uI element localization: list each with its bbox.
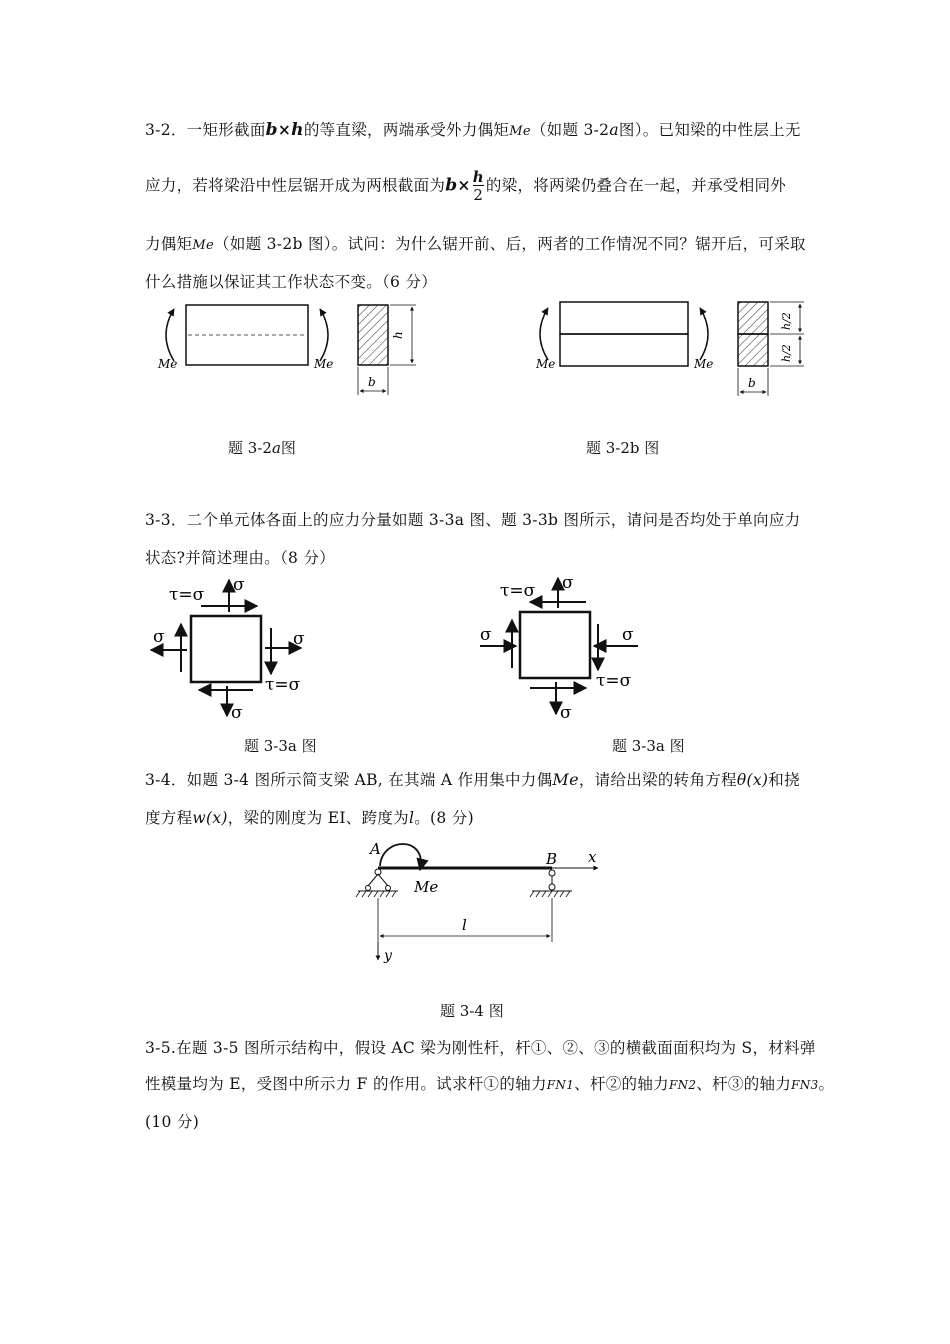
caption-3-3-left: 题 3-3a 图 [244,737,317,755]
label-tau-bottom: τ=σ [265,675,301,695]
caption-3-3-right: 题 3-3a 图 [612,737,685,755]
label-tau-top: τ=σ [169,585,205,605]
q34-line-1: 3-4．如题 3-4 图所示简支梁 AB, 在其端 A 作用集中力偶Me，请给出梁的转角方程θ(x)和挠 [145,770,800,789]
q33-line-2: 状态?并简述理由。（8 分） [145,549,336,567]
figure-3-2a [150,295,450,405]
label-me: Me [414,878,439,896]
label-b-point: B [546,850,558,868]
q33-line-1: 3-3．二个单元体各面上的应力分量如题 3-3a 图、题 3-3b 图所示，请问是否均处于单向应力 [145,511,801,529]
couple-me-arrow [380,844,421,870]
label-h: h [391,331,405,339]
label-sigma-right: σ [622,625,634,645]
caption-3-4: 题 3-4 图 [440,1002,504,1020]
moment-arrow-right [320,309,328,361]
q32-line-1: 3-2．一矩形截面b×h的等直梁，两端承受外力偶矩Me（如题 3-2a图）。已知梁的中性层上无 [145,120,801,140]
label-me-left: Me [158,357,178,371]
label-sigma-bottom: σ [231,703,243,723]
q35-line-3: (10 分) [145,1113,200,1131]
caption-3-2a: 题 3-2a图 [228,439,296,457]
moment-arrow-right [700,308,708,360]
label-tau-top: τ=σ [500,581,536,601]
figure-3-3b [476,570,666,722]
label-x: x [588,848,597,866]
cross-section-lower [738,334,768,366]
cross-section-hatched [358,305,388,365]
figure-3-2b [530,292,830,404]
element-square [191,616,261,682]
beam-upper [560,302,688,334]
q34-line-2: 度方程w(x)，梁的刚度为 EI、跨度为l。(8 分) [145,809,474,827]
label-me-right: Me [694,357,714,371]
label-me-right: Me [314,357,334,371]
label-h2-lower: h/2 [780,344,793,362]
q32-line-3: 力偶矩Me（如题 3-2b 图）。试问：为什么锯开前、后，两者的工作情况不同？锯开后，可采取 [145,235,806,253]
element-square [520,612,590,678]
moment-arrow-left [166,309,174,361]
label-a: A [370,840,381,858]
moment-arrow-left [540,308,548,360]
label-tau-bottom: τ=σ [596,671,632,691]
label-sigma-top: σ [562,573,574,593]
label-h2-upper: h/2 [780,312,793,330]
pin-support-a [356,869,398,897]
label-b: b [368,375,376,389]
roller-support-b [530,870,572,897]
q35-line-1: 3-5.在题 3-5 图所示结构中，假设 AC 梁为刚性杆，杆①、②、③的横截面面积均为 S，材料弹 [145,1039,816,1057]
beam-lower [560,334,688,366]
label-b: b [748,376,756,390]
q32-line-4: 什么措施以保证其工作状态不变。（6 分） [145,273,438,291]
figure-3-4 [350,836,610,966]
cross-section-upper [738,302,768,334]
fraction-h-over-2: $\frac{h}{2}$ [472,168,484,204]
figure-3-3a [145,572,335,722]
q32-line-2: 应力，若将梁沿中性层锯开成为两根截面为b× $\frac{h}{2}$ 的梁，将两梁仍叠合在一起，并承受相同外 [145,168,787,204]
label-l: l [462,916,467,934]
label-sigma-left: σ [480,625,492,645]
caption-3-2b: 题 3-2b 图 [586,439,660,457]
label-sigma-top: σ [233,575,245,595]
label-me-left: Me [536,357,556,371]
q35-line-2: 性模量均为 E，受图中所示力 F 的作用。试求杆①的轴力FN1、杆②的轴力FN2、杆③的轴力FN3。 [145,1075,835,1093]
label-sigma-left: σ [153,627,165,647]
label-sigma-right: σ [293,629,305,649]
label-sigma-bottom: σ [560,703,572,723]
label-y: y [384,948,392,964]
